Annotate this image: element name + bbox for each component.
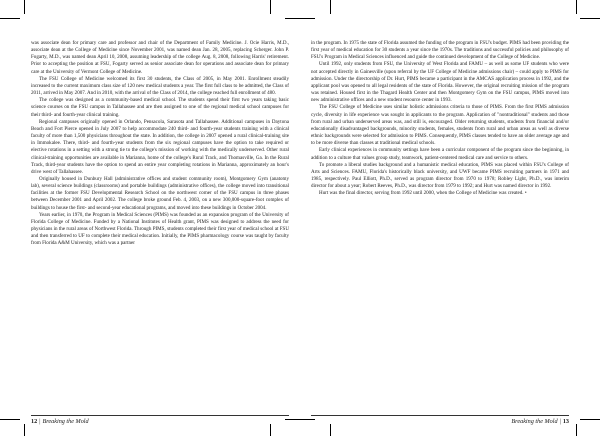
paragraph: Until 1992, only students from FSU, the University of West Florida and FAMU – as well as some UF students who were not accepted directly in Gainesville (upon referral by the UF College of Medicine admissions chair) – could apply to PIMS for admission. Under the directorship of Dr. Hurt, PIMS became a participant in the AMCAS application process in 1992, and the applicant pool was opened to all legal residents of the state of Florida. However, the original recruiting mission of the program was retained. Housed first in the Thagard Health Center and then Montgomery Gym on the FSU campus, PIMS moved into new administrative offices and a new student resource center in 1993. bbox=[311, 61, 569, 104]
crop-mark bbox=[285, 18, 315, 19]
right-page-body bbox=[311, 40, 569, 197]
crop-mark bbox=[330, 0, 331, 14]
crop-mark bbox=[0, 419, 20, 420]
running-title: Breaking the Mold bbox=[511, 418, 558, 425]
running-title: Breaking the Mold bbox=[42, 418, 89, 425]
crop-mark bbox=[580, 18, 600, 19]
crop-mark bbox=[580, 419, 600, 420]
page-number: 13 bbox=[562, 418, 569, 425]
crop-mark bbox=[0, 18, 20, 19]
paragraph: The FSU College of Medicine uses similar holistic admissions criteria to those of PIMS. From the first PIMS admission cycle, diversity in life experience was sought in applicants to the program. Application of "nontraditional" students and those from rural and urban underserved areas was, and still is, encouraged. Older returning students, students from financial and/or educationally disadvantaged backgrounds, minority students, females, students from rural and urban areas as well as diverse ethnic backgrounds were selected for admission to PIMS. Consequently, PIMS classes tended to have an older average age and to be more diverse than classes at traditional medical schools. bbox=[311, 104, 569, 147]
page-number: 12 bbox=[31, 418, 38, 425]
footer-separator: | bbox=[559, 418, 561, 425]
left-page-footer bbox=[31, 415, 289, 426]
paragraph: Early clinical experiences in community settings have been a curricular component of the program since the beginning, in addition to a culture that values group study, teamwork, patient-centered medical care and service to others. bbox=[311, 147, 569, 161]
left-page-body bbox=[31, 40, 289, 248]
right-page-footer bbox=[311, 415, 569, 426]
paragraph: The FSU College of Medicine welcomed its first 30 students, the Class of 2005, in May 2001. Enrollment steadily increased to the current maximum class size of 120 new medical students a year. The first full class to be admitted, the Class of 2011, arrived in May 2007. And in 2010, with the arrival of the Class of 2014, the college reached full enrollment of 480. bbox=[31, 75, 289, 97]
paragraph: Regional campuses originally opened in Orlando, Pensacola, Sarasota and Tallahassee. Additional campuses in Daytona Beach and Fort Pierce opened in July 2007 to help accommodate 240 third- and fourth-year students training with a clinical faculty of more than 1,500 physicians throughout the state. In addition, the college in 2007 opened a rural clinical-training site in Immokalee. There, third- and fourth-year students from the six regional campuses have the option to take required or elective rotations in a setting with a strong tie to the college's mission of working with the medically underserved. Other rural clinical-training opportunities are available in Marianna, home of the college's Rural Track, and Thomasville, Ga. In the Rural Track, third-year students have the option to spend an entire year completing rotations in Marianna, approximately an hour's drive west of Tallahassee. bbox=[31, 118, 289, 175]
paragraph: Hurt was the final director, serving from 1992 until 2000, when the College of Medicine was created. • bbox=[319, 190, 527, 197]
paragraph: in the program. In 1975 the state of Florida assumed the funding of the program in FSU's budget. PIMS had been providing the first year of medical education for 30 students a year since the 1970s. The traditions and successful policies and philosophy of FSU's Program in Medical Sciences influenced and guide the continued development of the College of Medicine. bbox=[311, 40, 569, 61]
paragraph: was associate dean for primary care and professor and chair of the Department of Family Medicine. J. Ocie Harris, M.D., associate dean at the College of Medicine since November 2001, was named dean Jan. 28, 2005, replacing Scherger. John P. Fogarty, M.D., was named dean April 10, 2008, assuming leadership of the college Aug. 8, 2008, following Harris' retirement. Prior to accepting the position at FSU, Fogarty served as senior associate dean for operations and associate dean for primary care at the University of Vermont College of Medicine. bbox=[31, 40, 289, 75]
crop-mark bbox=[576, 0, 577, 14]
paragraph: The college was designed as a community-based medical school. The students spend their first two years taking basic science courses on the FSU campus in Tallahassee and are then assigned to one of the regional medical school campuses for their third- and fourth-year clinical training. bbox=[31, 97, 289, 118]
footer-separator: | bbox=[39, 418, 41, 425]
crop-mark bbox=[24, 0, 25, 14]
paragraph: Originally housed in Dunbury Hall (administrative offices and student community room), Montgomery Gym (anatomy lab), several science buildings (classrooms) and portable buildings (administrative offices), the college moved into transitional facilities at the former FSU Developmental Research School on the northwest corner of the FSU campus in three phases between December 2001 and April 2002. The college broke ground Feb. 4, 2003, on a new 300,000-square-foot complex of buildings to house the first- and second-year educational programs, and moved into these buildings in October 2004. bbox=[31, 175, 289, 211]
crop-mark bbox=[576, 424, 577, 436]
crop-mark bbox=[24, 424, 25, 436]
paragraph: To promote a liberal studies background and a humanistic medical education, PIMS was placed within FSU's College of Arts and Sciences. FAMU, Florida's historically black university, and UWF became PIMS recruiting partners in 1971 and 1985, respectively. Paul Elliott, Ph.D., served as program director from 1970 to 1978; Robley Light, Ph.D., was interim director for about a year; Robert Reeves, Ph.D., was director from 1979 to 1992; and Hurt was named director in 1992. bbox=[311, 161, 569, 190]
paragraph: Years earlier, in 1970, the Program in Medical Sciences (PIMS) was founded as an expansion program of the University of Florida College of Medicine. Funded by a National Institutes of Health grant, PIMS was designed to address the need for physicians in the rural areas of Northwest Florida. Through PIMS, students completed their first year of medical school at FSU and then transferred to UF to complete their medical education. Initially, the PIMS pharmacology course was taught by faculty from Florida A&M University, which was a partner bbox=[31, 211, 289, 247]
crop-mark bbox=[270, 0, 271, 14]
